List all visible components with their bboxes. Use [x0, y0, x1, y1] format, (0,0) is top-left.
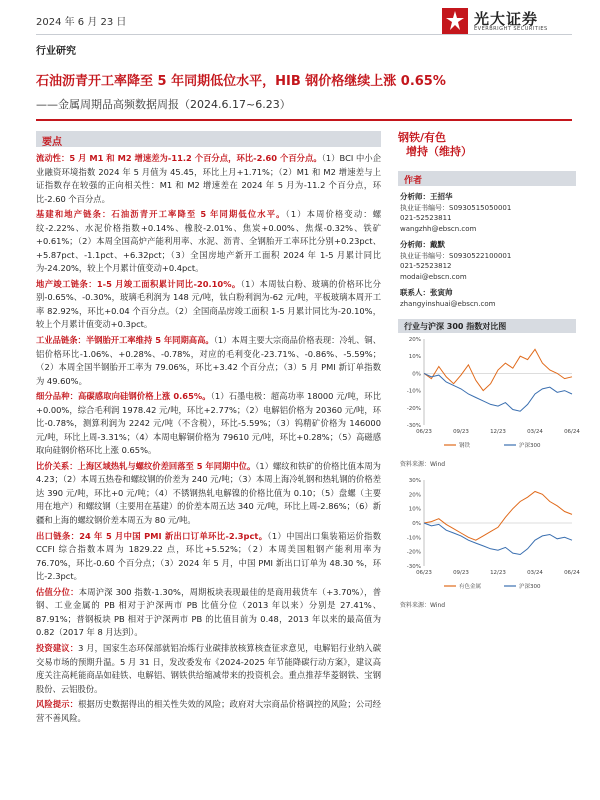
paragraph-body: 根据历史数据得出的相关性失效的风险；政府对大宗商品价格调控的风险；公司经营不善风险。	[36, 699, 381, 723]
report-subtitle: ——金属周期品高频数据周报（2024.6.17~6.23）	[36, 98, 291, 111]
summary-body	[36, 152, 381, 727]
legend-label: 有色金属	[459, 584, 482, 590]
legend-label: 钢铁	[459, 443, 471, 449]
report-date: 2024 年 6 月 23 日	[36, 17, 127, 28]
paragraph-lead: 风险提示：	[36, 699, 79, 710]
analyst-card	[398, 240, 576, 282]
analyst-card	[398, 192, 576, 234]
y-tick-label: 20%	[408, 337, 421, 343]
x-tick-label: 03/24	[527, 570, 543, 576]
paragraph-body: （1）中国出口集装箱运价指数 CCFI 综合指数本周为 1829.22 点，环比+5.52%；（2）本周美国粗钢产能利用率为 76.70%，环比-0.60 个百分点；（3）2024 年 5 月，中国 PMI 新出口订单为 48.30 %，环比-2.3pct。	[36, 530, 381, 582]
analyst-email[interactable]: modai@ebscn.com	[400, 272, 467, 281]
paragraph-body: （1）石墨电极：超高功率 18000 元/吨，环比+0.00%，综合毛利润 1978.42 元/吨，环比+2.77%；（2）电解铝价格为 20360 元/吨，环比-0.78%，测算利润为 2242 元/吨（不含税），环比-5.59%；（3）钨精矿价格为 146000 元/吨，环比上周-3.31%；（4）本周电解铜价格为 79610 元/吨，环比+0.28%；（5）高磁感取向硅钢价格环比上涨 0.65%。	[36, 391, 381, 456]
summary-paragraph	[36, 334, 381, 388]
series-line	[424, 373, 572, 411]
y-tick-label: 10%	[408, 506, 421, 513]
chart-header	[398, 319, 576, 333]
paragraph-lead: 工业品链条：半钢胎开工率维持 5 年同期高高。	[36, 335, 214, 346]
summary-paragraph	[36, 208, 381, 276]
paragraph-lead: 地产竣工链条：1-5 月竣工面积累计同比-20.10%。	[36, 278, 241, 289]
paragraph-body: 本周沪深 300 指数-1.30%，周期板块表现最佳的是商用载货车（+3.70%），普钢、工业金属的 PB 相对于沪深两市 PB 比值分位（2013 年以来）分别是 27.41%、87.91%；普钢板块 PB 相对于沪深两市 PB 的比值目前为 0.48，2013 年以来的最高值为 0.82（2017 年 8 月达到）。	[36, 586, 381, 638]
paragraph-lead: 细分品种：高碳感取向硅钢价格上涨 0.65%。	[36, 391, 211, 402]
summary-paragraph	[36, 530, 381, 584]
summary-paragraph	[36, 460, 381, 528]
summary-paragraph	[36, 278, 381, 332]
x-tick-label: 09/23	[453, 429, 469, 435]
paragraph-lead: 投资建议：	[36, 643, 79, 653]
summary-section-header	[36, 131, 381, 147]
analyst-name: 分析师：戴默	[400, 240, 445, 249]
y-tick-label: 30%	[408, 478, 421, 484]
author-section-title: 作者	[404, 176, 423, 186]
logo-text-en: EVERBRIGHT SECURITIES	[474, 26, 548, 32]
brand-logo	[442, 6, 572, 36]
legend-label: 沪深300	[519, 584, 541, 590]
paragraph-lead: 基建和地产链条：石油沥青开工率降至 5 年同期低位水平。	[36, 209, 286, 220]
x-tick-label: 03/24	[527, 429, 543, 435]
y-tick-label: 10%	[408, 354, 421, 361]
contact-card	[398, 288, 576, 309]
y-tick-label: 20%	[408, 492, 421, 499]
header-divider	[36, 34, 572, 35]
x-tick-label: 12/23	[490, 429, 506, 435]
summary-paragraph	[36, 698, 381, 725]
chart-title: 行业与沪深 300 指数对比图	[404, 322, 507, 331]
paragraph-body: （1）本周价格变动：螺纹-2.22%、水泥价格指数+0.14%、橡胶-2.01%、焦炭+0.00%、焦煤-0.32%、铁矿+0.61%；（2）本周全国高炉产能利用率、水泥、沥青、全钢胎开工率环比分别+0.23pct、+5.87pct、-1.1pct、+6.32pct；（3）全国房地产新开工面积 2024 年 1-5 月累计同比为-24.20%，较上个月累计值变动+0.4pct。	[36, 209, 381, 274]
y-tick-label: -30%	[406, 423, 421, 429]
series-line	[424, 492, 572, 541]
paragraph-body: （1）BCI 中小企业融资环境指数 2024 年 5 月值为 45.45，环比上月+1.71%；（2）M1 和 M2 增速差与上证指数存在较强的正向相关性：M1 和 M2 增速差在 2024 年 5 月为-11.2 个百分点，环比-2.60 个百分点。	[36, 153, 381, 204]
paragraph-body: 3 月，国家生态环保部就铝冶炼行业碳排放核算核查征求意见，电解铝行业纳入碳交易市场的预期升温。5 月 31 日，发改委发布《2024-2025 年节能降碳行动方案》，建议高度关注高耗能商品如硅铁、电解铝、钢铁供给缩减带来的投资机会。重点推荐华菱钢铁、宝钢股份、云铝股份。	[36, 643, 381, 694]
y-tick-label: -20%	[406, 549, 421, 556]
summary-section-title: 要点	[42, 137, 62, 148]
y-tick-label: -30%	[406, 564, 421, 570]
summary-paragraph	[36, 642, 381, 696]
y-tick-label: -10%	[406, 535, 421, 542]
x-tick-label: 06/23	[416, 429, 432, 435]
paragraph-body: （1）本周主要大宗商品价格表现：冷轧、铜、铝价格环比-1.06%、+0.28%、-0.78%，对应的毛利变化-23.71%、-0.86%、-5.59%；（2）本周全国半钢胎开工率为 79.06%，环比+3.42 个百分点；（3）5 月 PMI 新订单指数为 49.60%。	[36, 335, 381, 386]
paragraph-lead: 流动性：5 月 M1 和 M2 增速差为-11.2 个百分点，环比-2.60 个百分点。	[36, 153, 322, 163]
legend-label: 沪深300	[519, 443, 541, 449]
contact-email[interactable]: zhangyinshuai@ebscn.com	[400, 299, 496, 308]
y-tick-label: -20%	[406, 405, 421, 412]
y-tick-label: -10%	[406, 388, 421, 395]
x-tick-label: 06/24	[564, 429, 580, 435]
analyst-email[interactable]: wangzhh@ebscn.com	[400, 224, 477, 233]
title-divider	[36, 119, 572, 121]
analyst-cert: 执业证书编号：S0930515050001	[400, 203, 512, 212]
report-title: 石油沥青开工率降至 5 年同期低位水平，HIB 钢价格继续上涨 0.65%	[36, 74, 446, 89]
report-category: 行业研究	[36, 46, 76, 57]
x-tick-label: 12/23	[490, 570, 506, 576]
paragraph-lead: 比价关系：上海区域热轧与螺纹价差回落至 5 年同期中位。	[36, 460, 256, 471]
paragraph-lead: 出口链条：24 年 5 月中国 PMI 新出口订单环比-2.3pct。	[36, 530, 268, 541]
logo-mark-icon	[442, 8, 468, 34]
paragraph-body: （1）螺纹和铁矿的价格比值本周为 4.23；（2）本周五热卷和螺纹钢的价差为 240 元/吨；（3）本周上海冷轧钢和热轧钢的价格差达 390 元/吨，环比+0 元/吨；（4）不锈钢热轧电解镍的价格比值为 0.10；（5）盘螺（主要用在地产）和螺纹钢（主要用在基建）的价差本周五达 340 元/吨，环比上周-2.86%；（6）新疆和上海的螺纹钢价差本周五为 80 元/吨。	[36, 460, 381, 525]
y-tick-label: 0%	[412, 371, 421, 378]
paragraph-body: （1）本周钛白粉、玻璃的价格环比分别-0.65%、-0.30%，玻璃毛利润为 148 元/吨，钛白粉利润为-62 元/吨，平板玻璃本周开工率 82.92%，环比+0.04 个百分点。（2）全国商品房竣工面积 1-5 月累计同比为-20.10%，较上个月累计值变动+0.3pct。	[36, 278, 381, 330]
author-section-header	[398, 171, 576, 186]
rating-label: 增持（维持）	[406, 145, 472, 158]
sidebar	[398, 131, 580, 609]
nonferrous-vs-csi300-chart	[398, 474, 580, 594]
paragraph-lead: 估值分位：	[36, 586, 79, 597]
logo-text-cn: 光大证券	[474, 10, 539, 28]
contact-name: 联系人：张寅帅	[400, 288, 453, 297]
analyst-phone: 021-52523812	[400, 262, 452, 270]
summary-paragraph	[36, 152, 381, 206]
chart-source: 资料来源：Wind	[400, 602, 446, 609]
chart-source: 资料来源：Wind	[400, 461, 446, 468]
x-tick-label: 06/23	[416, 570, 432, 576]
sector-label: 钢铁/有色	[398, 131, 447, 144]
analyst-cert: 执业证书编号：S0930522100001	[400, 251, 512, 260]
x-tick-label: 09/23	[453, 570, 469, 576]
analyst-phone: 021-52523811	[400, 214, 452, 222]
analyst-name: 分析师：王招华	[400, 192, 453, 201]
x-tick-label: 06/24	[564, 570, 580, 576]
summary-paragraph	[36, 586, 381, 640]
summary-paragraph	[36, 390, 381, 458]
steel-vs-csi300-chart	[398, 333, 580, 453]
y-tick-label: 0%	[412, 521, 421, 527]
series-line	[424, 349, 572, 390]
index-comparison-chart	[398, 319, 580, 609]
